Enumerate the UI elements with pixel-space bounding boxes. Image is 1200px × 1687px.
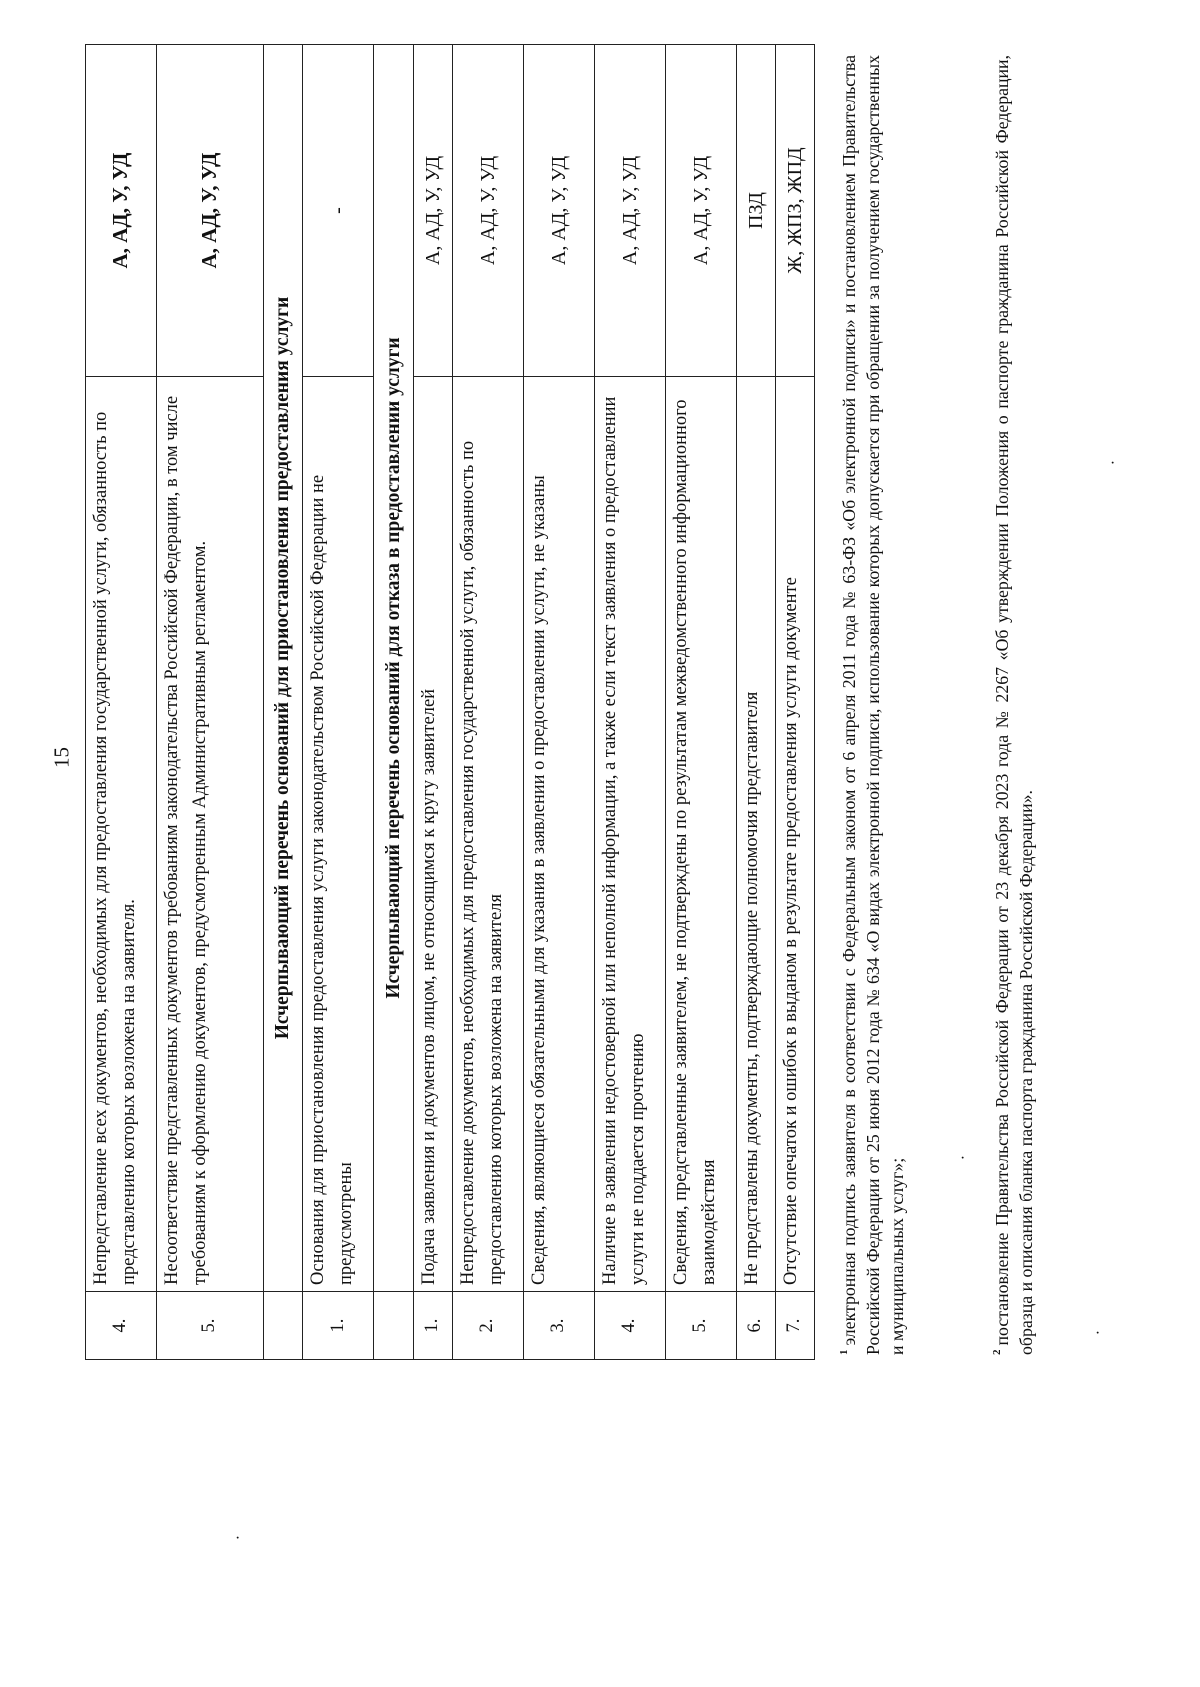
- scan-speck: ·: [235, 1530, 241, 1547]
- row-text: Наличие в заявлении недостоверной или неполной информации, а также если текст заявления о предоставлении услуги не поддается прочтению: [595, 377, 666, 1292]
- row-number: 5.: [666, 1292, 737, 1360]
- footnote-mark: 2: [991, 1349, 1003, 1355]
- section-header-row: [374, 45, 414, 1360]
- footnote-2: [990, 55, 1038, 1355]
- row-number: 2.: [453, 1292, 524, 1360]
- rotated-page-content: [85, 45, 1085, 1360]
- row-number: 4.: [595, 1292, 666, 1360]
- page-number: 15: [49, 747, 74, 768]
- table-row: [453, 45, 524, 1360]
- row-number: 4.: [86, 1292, 157, 1360]
- table-row: [414, 45, 453, 1360]
- footnote-text: электронная подпись заявителя в соответствии с Федеральным законом от 6 апреля 2011 года № 63-ФЗ «Об электронной подписи» и постановлением Правительства Российской Федерации от 25 июня 2012 года № 634 «О видах электронной подписи, использование которых допускается при обращении за получением государственных и муниципальных услуг»;: [839, 55, 908, 1355]
- row-text: Отсутствие опечаток и ошибок в выданом в результате предоставления услуги документе: [776, 377, 815, 1292]
- row-codes: -: [303, 45, 374, 377]
- table-row: [86, 45, 157, 1360]
- row-codes: А, АД, У, УД: [157, 45, 264, 377]
- row-number: 5.: [157, 1292, 264, 1360]
- row-codes: А, АД, У, УД: [666, 45, 737, 377]
- footnote-mark: 1: [838, 1349, 850, 1355]
- row-codes: А, АД, У, УД: [524, 45, 595, 377]
- row-number: 1.: [414, 1292, 453, 1360]
- row-number: 3.: [524, 1292, 595, 1360]
- scan-speck: ·: [1095, 1325, 1101, 1342]
- table-row: [303, 45, 374, 1360]
- grounds-table: [85, 44, 815, 1360]
- scan-speck: ·: [960, 1150, 966, 1167]
- row-text: Подача заявления и документов лицом, не относящимся к кругу заявителей: [414, 377, 453, 1292]
- table-row: [737, 45, 776, 1360]
- row-codes: ПЗД: [737, 45, 776, 377]
- suspension-header: Исчерпывающий перечень оснований для приостановления предоставления услуги: [263, 45, 303, 1292]
- row-codes: А, АД, У, УД: [595, 45, 666, 377]
- row-codes: Ж, ЖПЗ, ЖПД: [776, 45, 815, 377]
- row-text: Сведения, являющиеся обязательными для указания в заявлении о предоставлении услуги, не указаны: [524, 377, 595, 1292]
- row-codes: А, АД, У, УД: [453, 45, 524, 377]
- row-text: Непредоставление документов, необходимых для предоставления государственной услуги, обязанность по предоставлению которых возложена на заявителя: [453, 377, 524, 1292]
- row-number: 7.: [776, 1292, 815, 1360]
- footnote-text: постановление Правительства Российской Федерации от 23 декабря 2023 года № 2267 «Об утверждении Положения о паспорте гражданина Российской Федерации, образца и описания бланка паспорта гражданина Российской Федерации».: [992, 55, 1037, 1355]
- row-text: Непредставление всех документов, необходимых для предоставления государственной услуги, обязанность по представлению которых возложена на заявителя.: [86, 377, 157, 1292]
- row-codes: А, АД, У, УД: [414, 45, 453, 377]
- row-number: 1.: [303, 1292, 374, 1360]
- row-text: Сведения, представленные заявителем, не подтверждены по результатам межведомственного информационного взаимодействия: [666, 377, 737, 1292]
- table-row: [666, 45, 737, 1360]
- footnote-1: [837, 55, 909, 1355]
- table-row: [524, 45, 595, 1360]
- section-header-row: [263, 45, 303, 1360]
- row-codes: А, АД, У, УД: [86, 45, 157, 377]
- table-row: [776, 45, 815, 1360]
- refusal-header: Исчерпывающий перечень оснований для отказа в предоставлении услуги: [374, 45, 414, 1292]
- row-text: Основания для приостановления предоставления услуги законодательством Российской Федерации не предусмотрены: [303, 377, 374, 1292]
- row-text: Не представлены документы, подтверждающие полномочия представителя: [737, 377, 776, 1292]
- table-row: [157, 45, 264, 1360]
- scan-speck: ·: [1110, 455, 1116, 472]
- row-text: Несоответствие представленных документов требованиям законодательства Российской Федерации, в том числе требованиям к оформлению документов, предусмотренным Административным регламентом.: [157, 377, 264, 1292]
- row-number: 6.: [737, 1292, 776, 1360]
- table-row: [595, 45, 666, 1360]
